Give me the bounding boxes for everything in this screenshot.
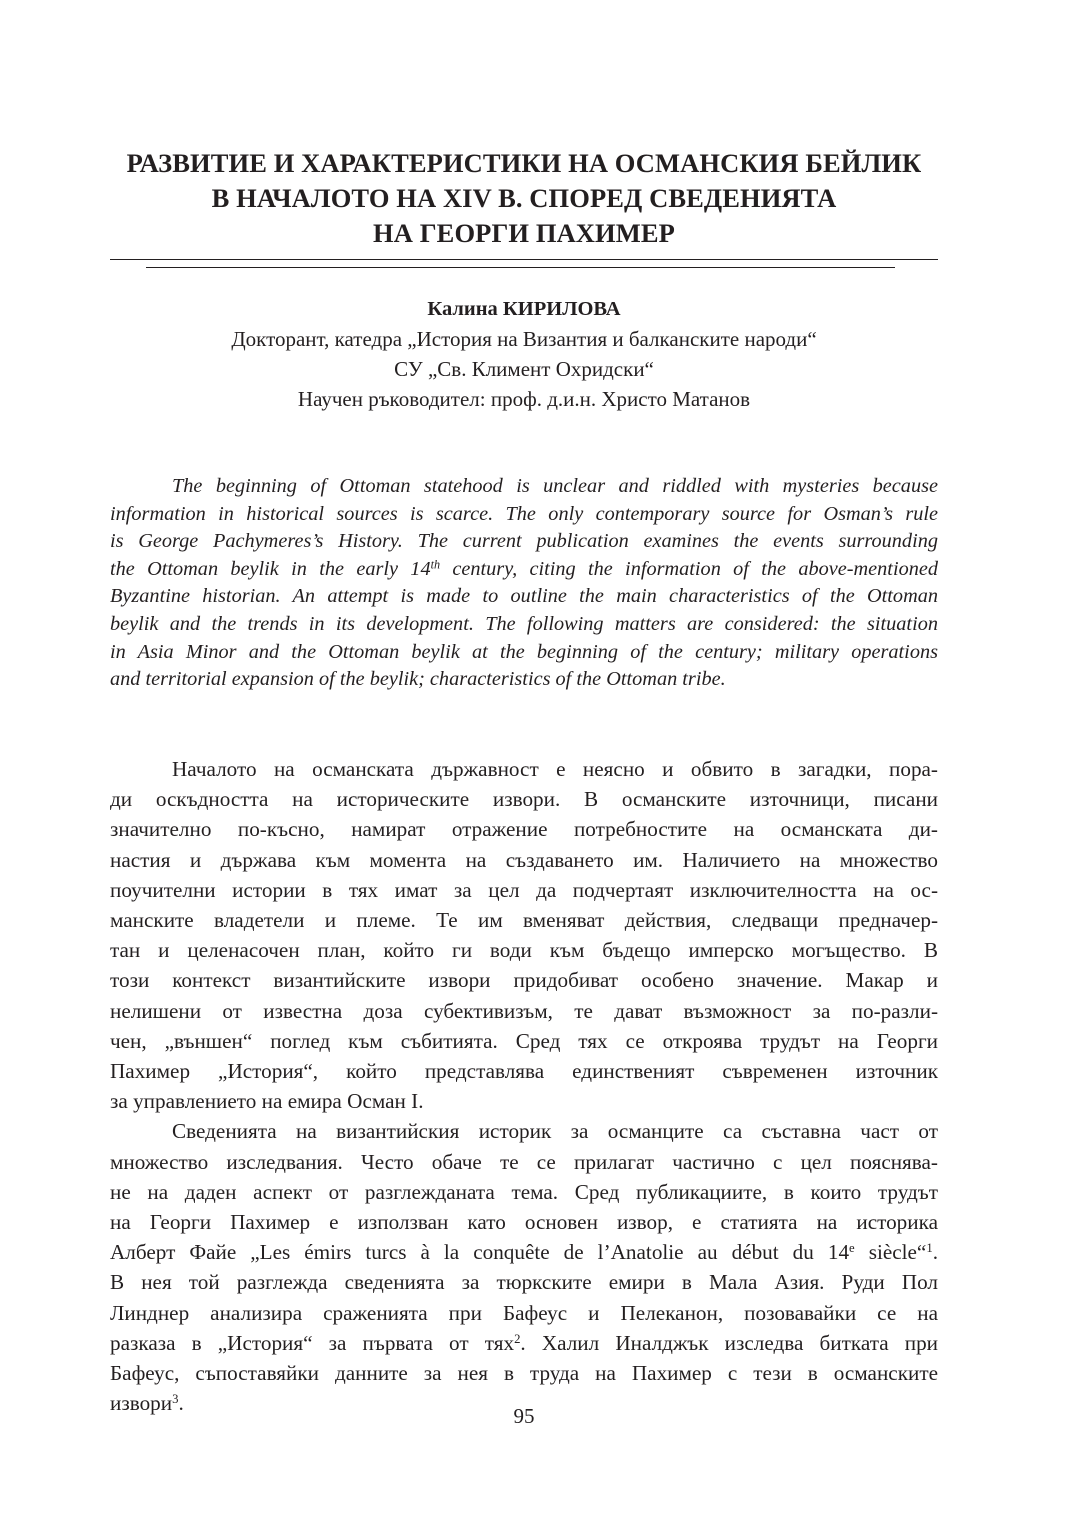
- author-block: [110, 294, 938, 414]
- abstract-line: is George Pachymeres’s History. The current publication examines the events surrounding: [110, 530, 938, 553]
- paragraph-1-line: този контекст византийските извори придобиват особено значение. Макар и: [110, 968, 938, 993]
- title-line-2: В НАЧАЛОТО НА XIV В. СПОРЕД СВЕДЕНИЯТА: [211, 183, 837, 213]
- paragraph-2-line: В нея той разглежда сведенията за тюркските емири в Мала Азия. Руди Пол: [110, 1270, 938, 1295]
- paragraph-1-line: значително по-късно, намират отражение потребностите на османската ди-: [110, 817, 938, 842]
- paragraph-1-line: тан и целенасочен план, който ги води към бъдещо имперско могъщество. В: [110, 938, 938, 963]
- paragraph-1-line: Началото на османската държавност е неясно и обвито в загадки, пора-: [172, 757, 938, 781]
- title-rule-long: [110, 259, 938, 260]
- author-supervisor: Научен ръководител: проф. д.и.н. Христо Матанов: [297, 387, 751, 411]
- paragraph-1-line: поучителни истории в тях имат за цел да подчертаят изключителността на ос-: [110, 877, 938, 902]
- paragraph-1-line: манските владетели и племе. Те им вменяват действия, следващи предначер-: [110, 908, 938, 933]
- paragraph-1-line: нелишени от известна доза субективизъм, те дават възможност за по-разли-: [110, 998, 938, 1023]
- title-rule-short: [146, 267, 895, 268]
- superscript: th: [430, 557, 441, 572]
- abstract-line: beylik and the trends in its development. The following matters are considered: the situation: [110, 612, 938, 635]
- paragraph-1-line: настия и държава към момента на създаването им. Наличието на множество: [110, 847, 938, 872]
- body-text: [110, 754, 938, 1418]
- abstract-line: in Asia Minor and the Ottoman beylik at the beginning of the century; military operations: [110, 640, 938, 663]
- author-university: СУ „Св. Климент Охридски“: [394, 357, 654, 381]
- paragraph-2-line: Сведенията на византийския историк за османците са съставна част от: [172, 1119, 938, 1144]
- paragraph-1-line: за управлението на емира Осман I.: [110, 1089, 424, 1114]
- abstract-line: the Ottoman beylik in the early 14th century, citing the information of the above-mentioned: [110, 557, 939, 580]
- paragraph-2-line: извори$^3$.: [110, 1391, 184, 1416]
- paragraph-1-line: Пахимер „История“, който представлява единственият съвременен източник: [110, 1059, 938, 1084]
- title-line-3: НА ГЕОРГИ ПАХИМЕР: [373, 218, 675, 248]
- abstract-line: and territorial expansion of the beylik; characteristics of the Ottoman tribe.: [110, 668, 726, 691]
- article-title: [110, 146, 938, 251]
- paragraph-1-line: ди оскъдността на историческите извори. В османските източници, писани: [110, 787, 938, 812]
- title-line-1: РАЗВИТИЕ И ХАРАКТЕРИСТИКИ НА ОСМАНСКИЯ БЕЙЛИК: [126, 148, 922, 178]
- abstract-line: information in historical sources is scarce. The only contemporary source for Osman’s rule: [110, 502, 938, 525]
- footnote-ref-1[interactable]: 1: [926, 1241, 933, 1256]
- superscript: e: [849, 1241, 855, 1256]
- page-number: 95: [513, 1404, 535, 1428]
- paragraph-2-line: Алберт Файе „Les émirs turcs à la conquête de l’Anatolie au début du 14e siècle“$^1$.: [110, 1240, 938, 1265]
- author-name: Калина КИРИЛОВА: [427, 298, 621, 320]
- footnote-ref-3[interactable]: 3: [172, 1392, 179, 1407]
- author-position: Докторант, катедра „История на Византия и балканските народи“: [231, 327, 817, 351]
- abstract-line: The beginning of Ottoman statehood is unclear and riddled with mysteries because: [172, 475, 938, 497]
- abstract-line: Byzantine historian. An attempt is made to outline the main characteristics of the Ottoman: [110, 585, 938, 608]
- abstract: [110, 473, 938, 694]
- paragraph-1-line: чен, „външен“ поглед към събитията. Сред тях се откроява трудът на Георги: [110, 1028, 938, 1053]
- paragraph-2-line: не на даден аспект от разглежданата тема. Сред публикациите, в които трудът: [110, 1179, 938, 1204]
- footnote-ref-2[interactable]: 2: [514, 1331, 521, 1346]
- paragraph-2-line: Бафеус, съпоставяйки данните за нея в труда на Пахимер с тези в османските: [110, 1361, 938, 1386]
- paragraph-2-line: Линднер анализира сраженията при Бафеус и Пелеканон, позовавайки се на: [110, 1300, 938, 1325]
- paragraph-2-line: множество изследвания. Често обаче те се прилагат частично с цел пояснява-: [110, 1149, 938, 1174]
- paragraph-2-line: разказа в „История“ за първата от тях$^2$. Халил Иналджък изследва битката при: [110, 1330, 939, 1355]
- paragraph-2-line: на Георги Пахимер е използван като основен извор, е статията на историка: [110, 1210, 938, 1235]
